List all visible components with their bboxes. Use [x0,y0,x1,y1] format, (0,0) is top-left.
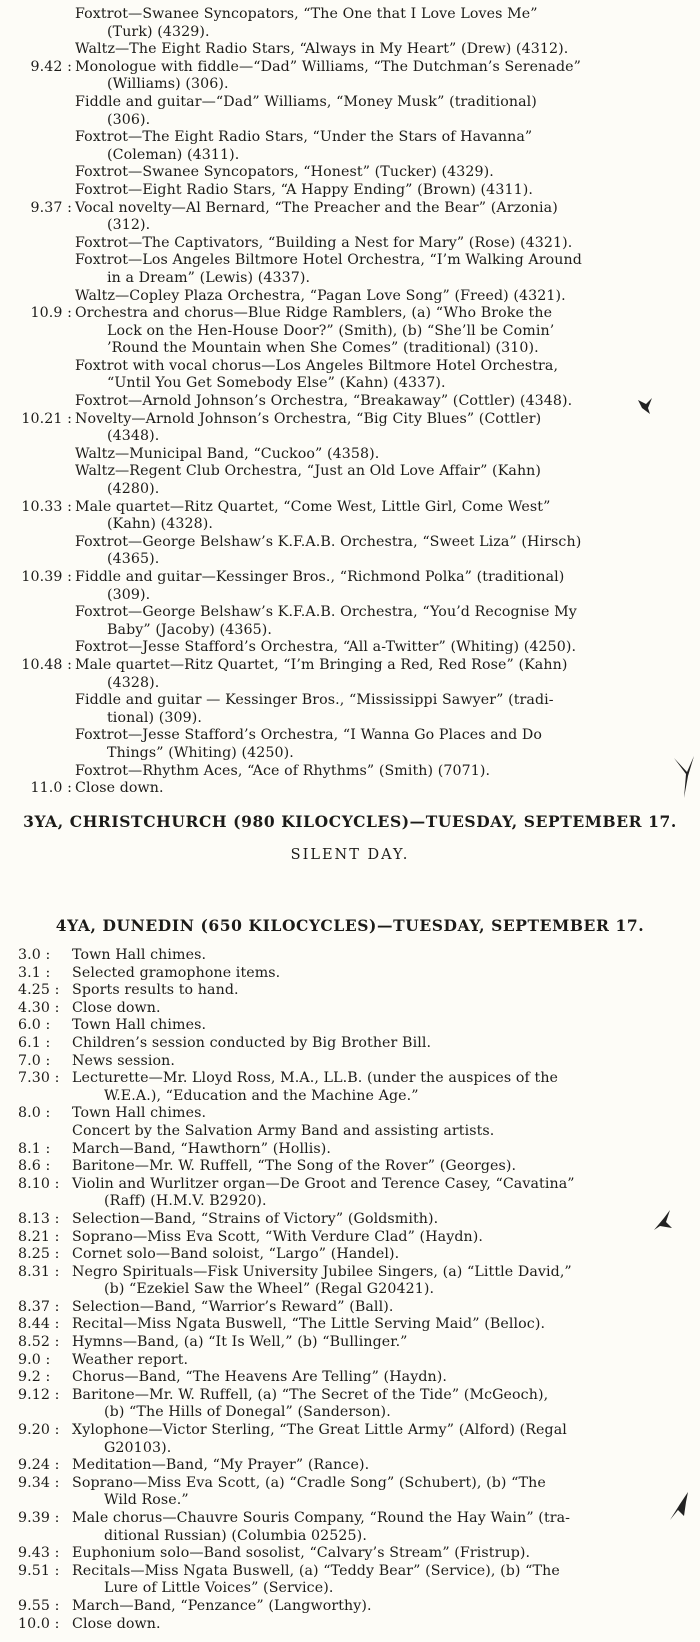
entry-text [72,1316,686,1334]
entry-time: 3.1 : [18,964,51,981]
entry-line: Foxtrot—Jesse Stafford’s Orchestra, “All a-Twitter” (Whiting) (4250). [75,639,577,656]
entry-text [72,1616,686,1634]
entry-time: 4.25 : [18,982,60,999]
programme-continuation [0,6,700,798]
entry-line: Foxtrot—Los Angeles Biltmore Hotel Orchestra, “I’m Walking Around [75,252,582,269]
entry-line: March—Band, “Penzance” (Langworthy). [72,1597,372,1614]
entry-text [72,1229,686,1247]
entry-time: 11.0 : [30,780,72,797]
entry-line: Meditation—Band, “My Prayer” (Rance). [72,1457,370,1474]
entry-time: 8.37 : [18,1298,60,1315]
entry-text [72,1475,686,1510]
entry-line-continued: (b) “The Hills of Donegal” (Sanderson). [104,1404,391,1421]
entry-text [72,1053,686,1071]
entry-line: Lecturette—Mr. Lloyd Ross, M.A., LL.B. (under the auspices of the [72,1070,559,1087]
programme-entry [0,305,700,358]
entry-time: 9.24 : [18,1457,60,1474]
entry-text [72,1141,686,1159]
programme-entry [0,1123,700,1141]
entry-line: Waltz—Copley Plaza Orchestra, “Pagan Love Song” (Freed) (4321). [75,287,566,304]
entry-text [72,1017,686,1035]
entry-time: 6.0 : [18,1017,51,1034]
entry-line-continued: in a Dream” (Lewis) (4337). [107,269,311,286]
section-heading-christchurch: 3YA, CHRISTCHURCH (980 KILOCYCLES)—TUESDAY, SEPTEMBER 17. [23,812,677,831]
ink-mark-2 [650,1208,674,1234]
entry-time: 9.43 : [18,1545,60,1562]
entry-line: Hymns—Band, (a) “It Is Well,” (b) “Bullinger.” [72,1334,408,1351]
programme-entry [0,1299,700,1317]
programme-entry [0,164,700,182]
entry-line: Baritone—Mr. W. Ruffell, “The Song of the Rover” (Georges). [72,1158,517,1175]
entry-line-continued: (312). [107,217,151,234]
entry-text [75,657,686,692]
entry-line: Town Hall chimes. [72,1017,207,1034]
entry-text [75,639,686,657]
entry-time: 9.37 : [30,199,72,216]
entry-line-continued: Things” (Whiting) (4250). [107,744,294,761]
entry-text [72,1000,686,1018]
entry-time: 10.48 : [21,656,72,673]
entry-line: Fiddle and guitar — Kessinger Bros., “Mississippi Sawyer” (tradi- [75,692,554,709]
entry-line: Selection—Band, “Strains of Victory” (Goldsmith). [72,1210,439,1227]
entry-text [72,1510,686,1545]
entry-text [75,182,686,200]
entry-line: Waltz—Regent Club Orchestra, “Just an Old Love Affair” (Kahn) [75,463,542,480]
entry-text [72,982,686,1000]
entry-line: Waltz—Municipal Band, “Cuckoo” (4358). [75,445,380,462]
entry-text [75,727,686,762]
programme-entry [0,1176,700,1211]
programme-entry [0,94,700,129]
programme-entry [0,604,700,639]
entry-line: Foxtrot—Swanee Syncopators, “The One that I Love Loves Me” [75,6,538,22]
programme-entry [0,446,700,464]
entry-text [72,1563,686,1598]
entry-time: 8.1 : [18,1140,51,1157]
programme-entry [0,252,700,287]
dunedin-section [0,916,700,1633]
entry-text [72,1334,686,1352]
entry-time: 7.30 : [18,1070,60,1087]
programme-entry [0,1070,700,1105]
programme-entry [0,1457,700,1475]
programme-entry [0,1158,700,1176]
entry-text [75,6,686,41]
section-heading-dunedin: 4YA, DUNEDIN (650 KILOCYCLES)—TUESDAY, SEPTEMBER 17. [55,916,645,935]
entry-line: Selection—Band, “Warrior’s Reward” (Ball). [72,1298,394,1315]
entry-text [75,41,686,59]
entry-text [75,534,686,569]
entry-line-continued: (Kahn) (4328). [107,516,213,533]
entry-text [75,235,686,253]
entry-line: Town Hall chimes. [72,947,207,963]
programme-entry [0,288,700,306]
entry-line: Male quartet—Ritz Quartet, “I’m Bringing a Red, Red Rose” (Kahn) [75,656,568,673]
entry-line-continued: Lock on the Hen-House Door?” (Smith), (b) “She’ll be Comin’ [107,322,555,339]
entry-line: Chorus—Band, “The Heavens Are Telling” (Haydn). [72,1369,448,1386]
programme-entry [0,1387,700,1422]
programme-entry [0,639,700,657]
entry-text [75,164,686,182]
entry-text [72,1598,686,1616]
entry-text [72,1211,686,1229]
programme-entry [0,1141,700,1159]
entry-text [75,780,686,798]
entry-time: 3.0 : [18,947,51,963]
silent-day-note: SILENT DAY. [290,847,410,863]
programme-entry [0,780,700,798]
programme-entry [0,692,700,727]
programme-entry [0,6,700,41]
entry-line: Recitals—Miss Ngata Buswell, (a) “Teddy Bear” (Service), (b) “The [72,1562,560,1579]
ink-mark-3 [666,1490,692,1524]
entry-text [72,1387,686,1422]
entry-text [72,947,686,965]
entry-line: Foxtrot—Arnold Johnson’s Orchestra, “Breakaway” (Cottler) (4348). [75,393,573,410]
entry-line-continued: G20103). [104,1439,172,1456]
entry-text [72,1299,686,1317]
entry-line-continued: tional) (309). [107,709,203,726]
entry-text [75,604,686,639]
entry-time: 4.30 : [18,999,60,1016]
ink-mark [672,752,696,802]
entry-text [72,1457,686,1475]
entry-text [75,463,686,498]
entry-text [72,1352,686,1370]
entry-text [75,129,686,164]
entry-line: Foxtrot—Jesse Stafford’s Orchestra, “I Wanna Go Places and Do [75,727,542,744]
entry-text [75,200,686,235]
entry-line: Euphonium solo—Band sosolist, “Calvary’s Stream” (Fristrup). [72,1545,531,1562]
entry-text [72,965,686,983]
entry-time: 9.42 : [30,58,72,75]
entry-text [72,1070,686,1105]
entry-line-continued: (b) “Ezekiel Saw the Wheel” (Regal G20421). [104,1281,435,1298]
entry-line: Male chorus—Chauvre Souris Company, “Round the Hay Wain” (tra- [72,1510,571,1526]
entry-line-continued: (4280). [107,481,160,498]
entry-time: 8.44 : [18,1316,60,1333]
entry-line: Waltz—The Eight Radio Stars, “Always in My Heart” (Drew) (4312). [75,41,569,58]
entry-line: Foxtrot—Rhythm Aces, “Ace of Rhythms” (Smith) (7071). [75,762,491,779]
entry-line: Monologue with fiddle—“Dad” Williams, “The Dutchman’s Serenade” [75,58,582,75]
entry-line-continued: W.E.A.), “Education and the Machine Age.” [104,1087,419,1104]
entry-text [72,1035,686,1053]
entry-text [72,1176,686,1211]
entry-line: Recital—Miss Ngata Buswell, “The Little Serving Maid” (Belloc). [72,1316,546,1333]
entry-text [72,1369,686,1387]
programme-entry [0,1211,700,1229]
entry-line: Foxtrot—George Belshaw’s K.F.A.B. Orchestra, “You’d Recognise My [75,604,577,621]
entry-line: Concert by the Salvation Army Band and assisting artists. [72,1122,495,1139]
entry-time: 9.39 : [18,1510,60,1526]
entry-line: Weather report. [72,1351,189,1368]
entry-time: 6.1 : [18,1034,51,1051]
programme-entry [0,534,700,569]
ink-mark-4 [636,396,654,416]
programme-entry [0,1563,700,1598]
entry-text [75,305,686,358]
programme-entry [0,59,700,94]
programme-entry [0,1053,700,1071]
programme-entry [0,499,700,534]
entry-line-continued: (Raff) (H.M.V. B2920). [104,1193,267,1210]
entry-line: News session. [72,1052,176,1069]
entry-text [75,59,686,94]
entry-text [75,393,686,411]
entry-line: Foxtrot—Eight Radio Stars, “A Happy Ending” (Brown) (4311). [75,181,533,198]
entry-time: 9.2 : [18,1369,51,1386]
entry-line: Soprano—Miss Eva Scott, “With Verdure Clad” (Haydn). [72,1228,483,1245]
christchurch-section [0,812,700,863]
programme-entry [0,982,700,1000]
entry-time: 9.34 : [18,1474,60,1491]
entry-line-continued: (Williams) (306). [107,76,229,93]
programme-entry [0,1598,700,1616]
programme-entry [0,1334,700,1352]
entry-line: Close down. [75,780,164,797]
entry-time: 8.13 : [18,1210,60,1227]
entry-text [75,569,686,604]
entry-text [72,1105,686,1123]
entry-time: 9.20 : [18,1422,60,1439]
entry-line: Orchestra and chorus—Blue Ridge Ramblers, (a) “Who Broke the [75,305,553,322]
programme-entry [0,1316,700,1334]
programme-entry [0,235,700,253]
entry-text [75,446,686,464]
programme-entry [0,393,700,411]
programme-entry [0,1035,700,1053]
entry-text [72,1123,686,1141]
entry-line: Foxtrot—The Eight Radio Stars, “Under the Stars of Havanna” [75,129,533,146]
entry-text [75,763,686,781]
entry-text [75,499,686,534]
entry-line: Cornet solo—Band soloist, “Largo” (Handel). [72,1246,400,1263]
entry-line-continued: (4328). [107,674,160,691]
entry-line: March—Band, “Hawthorn” (Hollis). [72,1140,332,1157]
entry-line: Baritone—Mr. W. Ruffell, (a) “The Secret of the Tide” (McGeoch), [72,1386,549,1403]
entry-line: Sports results to hand. [72,982,239,999]
programme-entry [0,182,700,200]
entry-time: 10.21 : [21,410,72,427]
entry-line-continued: (4348). [107,428,160,445]
entry-line-continued: (306). [107,111,151,128]
entry-time: 8.0 : [18,1105,51,1122]
programme-entry [0,200,700,235]
programme-entry [0,411,700,446]
programme-entry [0,763,700,781]
entry-line-continued: (4365). [107,551,160,568]
entry-line: Foxtrot—George Belshaw’s K.F.A.B. Orchestra, “Sweet Liza” (Hirsch) [75,533,582,550]
entry-time: 10.39 : [21,569,72,585]
programme-entry [0,463,700,498]
entry-time: 10.33 : [21,498,72,515]
entry-time: 9.55 : [18,1597,60,1614]
entry-time: 8.10 : [18,1175,60,1192]
entry-text [72,1422,686,1457]
entry-text [72,1545,686,1563]
programme-entry [0,1246,700,1264]
entry-line-continued: Baby” (Jacoby) (4365). [107,621,272,638]
entry-line: Fiddle and guitar—Kessinger Bros., “Richmond Polka” (traditional) [75,569,565,585]
entry-line-continued: ’Round the Mountain when She Comes” (traditional) (310). [107,340,539,357]
entry-text [75,288,686,306]
entry-text [75,358,686,393]
programme-entry [0,129,700,164]
entry-time: 10.0 : [18,1615,60,1632]
entry-line-continued: (309). [107,586,151,603]
entry-line: Xylophone—Victor Sterling, “The Great Little Army” (Alford) (Regal [72,1422,567,1439]
entry-text [72,1264,686,1299]
entry-line-continued: (Turk) (4329). [107,23,210,40]
programme-entry [0,41,700,59]
entry-text [75,252,686,287]
programme-entry [0,1264,700,1299]
entry-line: Close down. [72,999,161,1016]
entry-text [72,1158,686,1176]
entry-time: 10.9 : [30,305,72,322]
entry-line: Town Hall chimes. [72,1105,207,1122]
entry-line: Close down. [72,1615,161,1632]
entry-line: Vocal novelty—Al Bernard, “The Preacher and the Bear” (Arzonia) [75,199,558,216]
entry-line-continued: ditional Russian) (Columbia 02525). [104,1527,367,1544]
programme-entry [0,1000,700,1018]
entry-line-continued: (Coleman) (4311). [107,146,240,163]
entry-time: 7.0 : [18,1052,51,1069]
entry-text [75,692,686,727]
programme-entry [0,657,700,692]
entry-line: Soprano—Miss Eva Scott, (a) “Cradle Song” (Schubert), (b) “The [72,1474,546,1491]
entry-line-continued: Lure of Little Voices” (Service). [104,1580,334,1597]
programme-entry [0,358,700,393]
entry-line: Male quartet—Ritz Quartet, “Come West, Little Girl, Come West” [75,498,551,515]
programme-entry [0,727,700,762]
entry-line: Children’s session conducted by Big Brother Bill. [72,1034,432,1051]
entry-text [72,1246,686,1264]
programme-entry [0,965,700,983]
programme-entry [0,569,700,604]
entry-line: Violin and Wurlitzer organ—De Groot and Terence Casey, “Cavatina” [72,1175,575,1192]
entry-time: 9.51 : [18,1562,60,1579]
programme-entry [0,1017,700,1035]
entry-line-continued: Wild Rose.” [104,1492,189,1509]
entry-time: 8.21 : [18,1228,60,1245]
programme-entry [0,947,700,965]
dunedin-programme [0,947,700,1633]
programme-entry [0,1105,700,1123]
programme-entry [0,1229,700,1247]
entry-line: Negro Spirituals—Fisk University Jubilee Singers, (a) “Little David,” [72,1263,572,1280]
programme-entry [0,1422,700,1457]
entry-line: Novelty—Arnold Johnson’s Orchestra, “Big City Blues” (Cottler) [75,410,542,427]
entry-time: 9.0 : [18,1351,51,1368]
entry-time: 9.12 : [18,1386,60,1403]
programme-entry [0,1545,700,1563]
entry-time: 8.52 : [18,1334,60,1351]
programme-entry [0,1510,700,1545]
entry-line: Foxtrot with vocal chorus—Los Angeles Biltmore Hotel Orchestra, [75,357,559,374]
entry-text [75,94,686,129]
programme-entry [0,1369,700,1387]
programme-entry [0,1616,700,1634]
entry-line: Foxtrot—The Captivators, “Building a Nest for Mary” (Rose) (4321). [75,234,573,251]
entry-time: 8.31 : [18,1263,60,1280]
entry-text [75,411,686,446]
entry-line: Fiddle and guitar—“Dad” Williams, “Money Musk” (traditional) [75,93,537,110]
entry-time: 8.25 : [18,1246,60,1263]
entry-line: Foxtrot—Swanee Syncopators, “Honest” (Tucker) (4329). [75,164,494,181]
programme-entry [0,1352,700,1370]
entry-line: Selected gramophone items. [72,964,281,981]
entry-time: 8.6 : [18,1158,51,1175]
entry-line-continued: “Until You Get Somebody Else” (Kahn) (4337). [107,375,446,392]
programme-entry [0,1475,700,1510]
